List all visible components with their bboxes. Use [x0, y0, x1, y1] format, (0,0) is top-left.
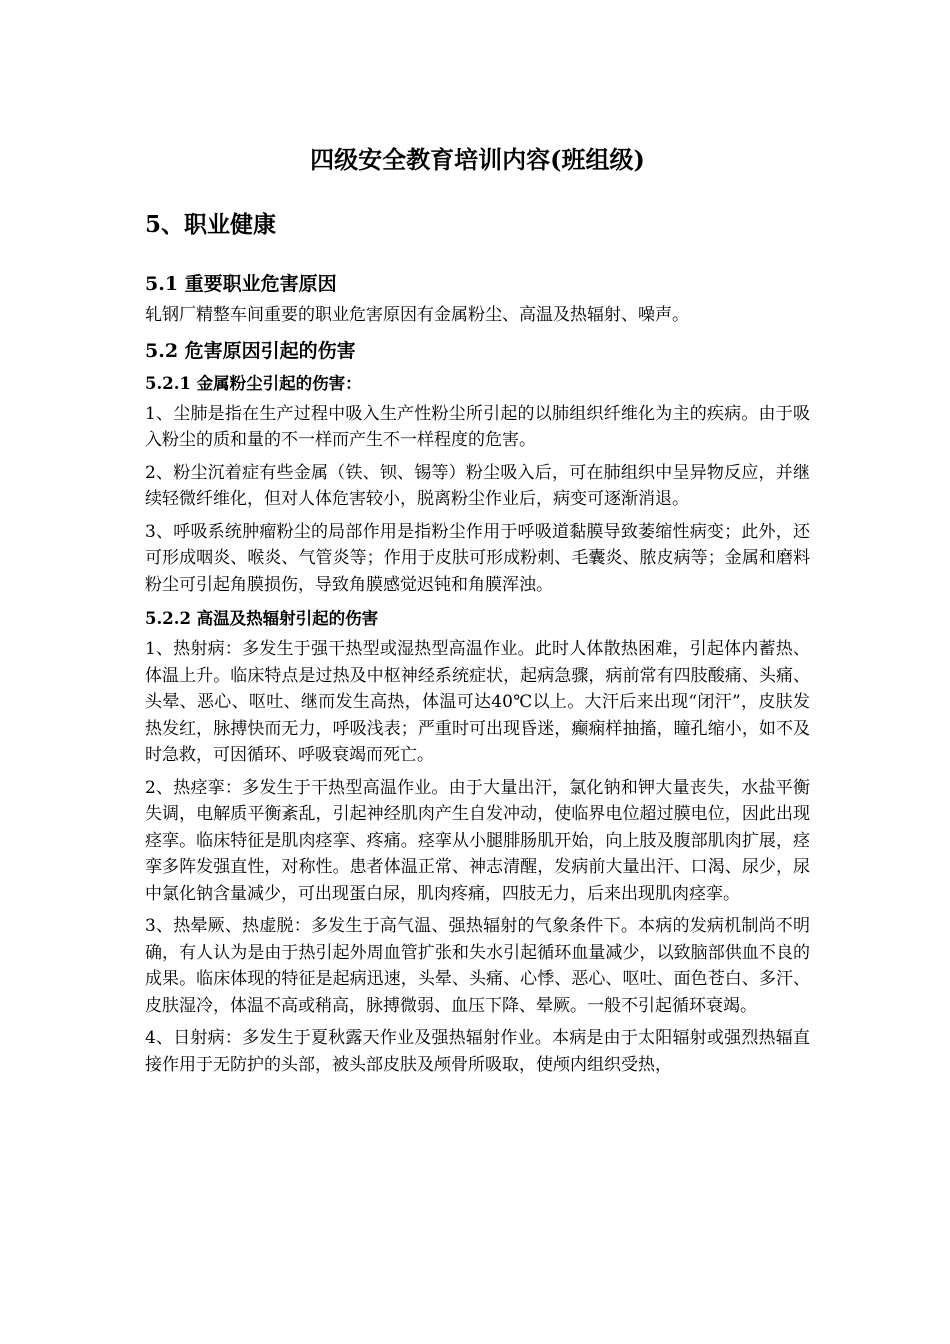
paragraph-sunstroke: 4、日射病：多发生于夏秋露天作业及强热辐射作业。本病是由于太阳辐射或强烈热辐直接作用于无防护的头部，被头部皮肤及颅骨所吸取，使颅内组织受热，	[145, 1028, 810, 1075]
subsection-heading-5-2: 5.2 危害原因引起的伤害	[145, 339, 356, 362]
subsection-heading-5-2-1: 5.2.1 金属粉尘引起的伤害：	[145, 373, 362, 393]
paragraph-heat-syncope: 3、热晕厥、热虚脱：多发生于高气温、强热辐射的气象条件下。本病的发病机制尚不明确，有人认为是由于热引起外周血管扩张和失水引起循环血量减少，以致脑部供血不良的成果。临床体现的特征是起病迅速，头晕、头痛、心悸、恶心、呕吐、面色苍白、多汗、皮肤湿冷，体温不高或稍高，脉搏微弱、血压下降、晕厥。一般不引起循环衰竭。	[145, 916, 810, 1016]
section-heading-occupational-health: 5、职业健康	[145, 211, 277, 238]
paragraph-dust-deposition: 2、粉尘沉着症有些金属（铁、钡、锡等）粉尘吸入后，可在肺组织中呈异物反应，并继续轻微纤维化，但对人体危害较小，脱离粉尘作业后，病变可逐渐消退。	[145, 462, 810, 509]
paragraph-pneumoconiosis: 1、尘肺是指在生产过程中吸入生产性粉尘所引起的以肺组织纤维化为主的疾病。由于吸入粉尘的质和量的不一样而产生不一样程度的危害。	[145, 403, 810, 450]
subsection-heading-5-2-2: 5.2.2 高温及热辐射引起的伤害	[145, 609, 379, 628]
paragraph-heat-stroke: 1、热射病：多发生于强干热型或湿热型高温作业。此时人体散热困难，引起体内蓄热、体温上升。临床特点是过热及中枢神经系统症状，起病急骤，病前常有四肢酸痛、头痛、头晕、恶心、呕吐、继而发生高热，体温可达40℃以上。大汗后来出现“闭汗”，皮肤发热发红，脉搏快而无力，呼吸浅表；严重时可出现昏迷，癫痫样抽搐，瞳孔缩小，如不及时急救，可因循环、呼吸衰竭而死亡。	[145, 639, 810, 765]
document-body	[145, 140, 810, 1084]
subsection-heading-5-1: 5.1 重要职业危害原因	[145, 273, 337, 295]
paragraph-hazard-sources: 轧钢厂精整车间重要的职业危害原因有金属粉尘、高温及热辐射、噪声。	[145, 305, 689, 325]
paragraph-respiratory-tumor: 3、呼吸系统肿瘤粉尘的局部作用是指粉尘作用于呼吸道黏膜导致萎缩性病变；此外，还可形成咽炎、喉炎、气管炎等；作用于皮肤可形成粉刺、毛囊炎、脓皮病等；金属和磨料粉尘可引起角膜损伤，导致角膜感觉迟钝和角膜浑浊。	[145, 521, 810, 595]
paragraph-heat-cramp: 2、热痉挛：多发生于干热型高温作业。由于大量出汗，氯化钠和钾大量丧失，水盐平衡失调，电解质平衡紊乱，引起神经肌肉产生自发冲动，使临界电位超过膜电位，因此出现痉挛。临床特征是肌肉痉挛、疼痛。痉挛从小腿腓肠肌开始，向上肢及腹部肌肉扩展，痉挛多阵发强直性，对称性。患者体温正常、神志清醒，发病前大量出汗、口渴、尿少，尿中氯化钠含量减少，可出现蛋白尿，肌肉疼痛，四肢无力，后来出现肌肉痉挛。	[145, 777, 810, 904]
document-title: 四级安全教育培训内容(班组级)	[310, 145, 645, 174]
